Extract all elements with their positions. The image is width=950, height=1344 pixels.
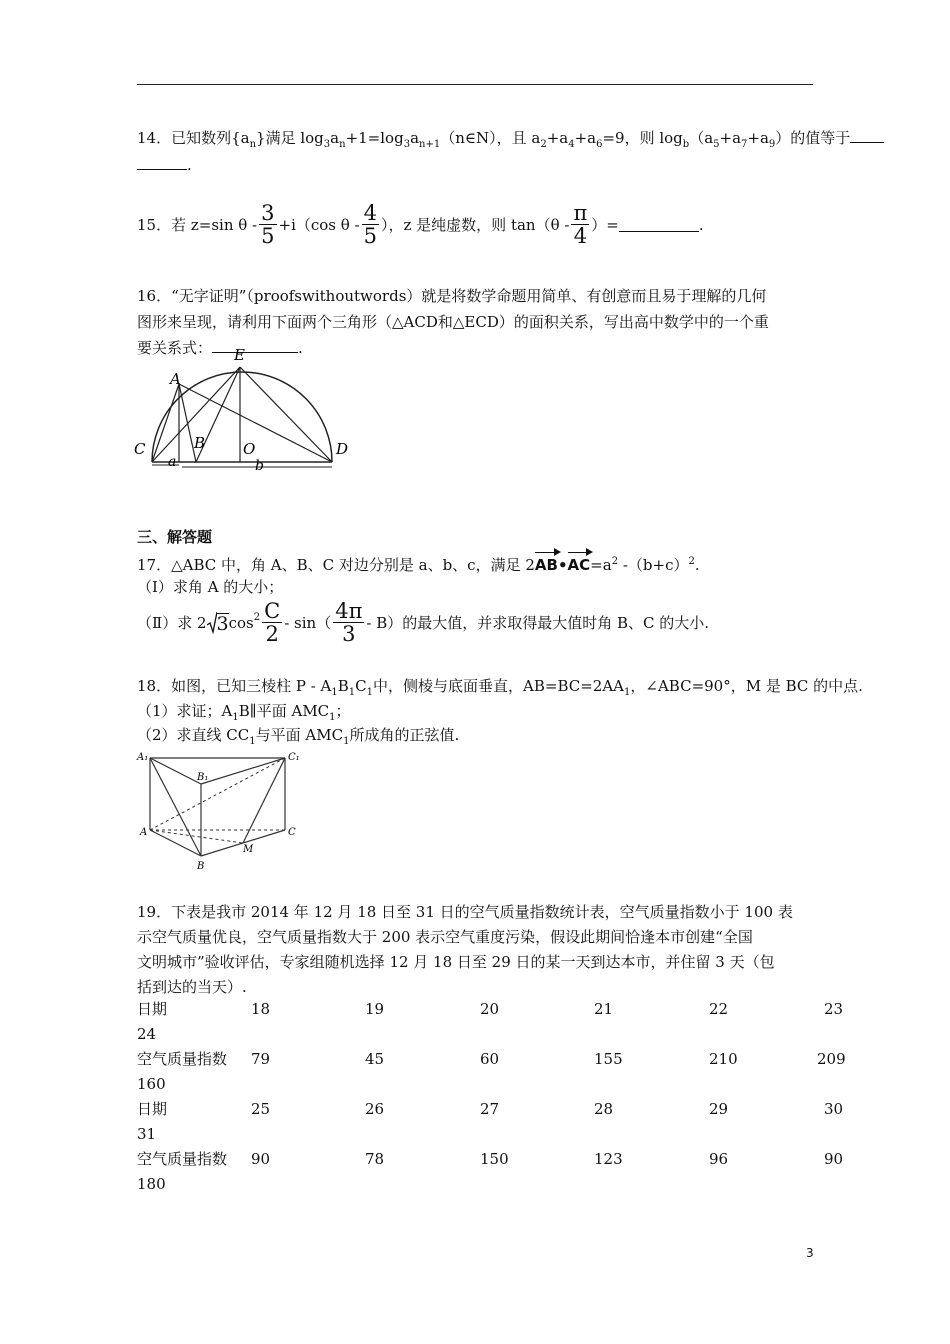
row-label-aqi-2: 空气质量指数 [137,1150,228,1168]
fraction-pi-4: $\frac{\pi}{4}$ [573,201,588,248]
label-B: B [197,861,205,872]
label-O: O [243,440,256,458]
label-C: C [288,827,296,838]
cell-date-2: 26 [365,1100,385,1118]
vector-AC: AC [567,556,591,574]
question-19-line2: 示空气质量优良，空气质量指数大于 200 表示空气重度污染，假设此期间恰逢本市创建“全国 [137,928,753,946]
cell-date-1: 19 [365,1000,385,1018]
row-label-aqi-1: 空气质量指数 [137,1050,228,1068]
answer-blank-15[interactable] [619,217,699,232]
cell-aqi-2: 78 [365,1150,385,1168]
cell-aqi-1: 155 [594,1050,623,1068]
label-E: E [234,346,245,364]
figure-18-prism [135,748,310,878]
cell-date-2: 25 [251,1100,271,1118]
question-16-line3: 要关系式： [137,339,213,357]
cell-aqi-1: 210 [709,1050,738,1068]
question-14: 14．已知数列$\{a_n\}$满足 $\log_3a_n+1=\log_3a_{n+1}(n\in N)$，且 $a_2+a_4+a_6=9$，则 $\log_b(a_5+a_7+a_9)$的值等于 [137,128,884,155]
row-label-date-1: 日期 [137,1000,168,1018]
section-title: 三、解答题 [137,528,213,546]
cell-date-1: 18 [251,1000,271,1018]
label-B: B [194,434,206,452]
question-16-line2: 图形来呈现，请利用下面两个三角形（△ACD和△ECD）的面积关系，写出高中数学中的一个重 [137,313,769,331]
cell-date-2-wrap: 31 [137,1125,157,1143]
cell-date-1-wrap: 24 [137,1025,157,1043]
sqrt-3: 3 [207,612,229,634]
q14-text: 14．已知数列{a [137,129,250,147]
cell-date-2: 30 [824,1100,844,1118]
label-b: b [255,458,264,474]
cell-date-2: 27 [480,1100,500,1118]
label-C: C [134,440,146,458]
cell-aqi-1: 79 [251,1050,271,1068]
fraction-4-5: $\frac{4}{5}$ [363,201,378,248]
vector-AB: AB [534,556,558,574]
cell-aqi-1: 60 [480,1050,500,1068]
cell-aqi-2: 90 [251,1150,271,1168]
question-19-line3: 文明城市”验收评估，专家组随机选择 12 月 18 日至 29 日的某一天到达本市，并住留 3 天（包 [137,953,775,971]
answer-blank-14a[interactable] [850,128,884,143]
label-B1: B₁ [197,772,209,783]
question-18-part2: （2）求直线 $CC_1$与平面 $AMC_1$所成角的正弦值. [137,726,460,747]
cell-aqi-1: 45 [365,1050,385,1068]
cell-aqi-2: 96 [709,1150,729,1168]
label-A1: A₁ [137,752,149,763]
label-a: a [168,454,177,470]
question-19-line1: 19．下表是我市 2014 年 12 月 18 日至 31 日的空气质量指数统计表，空气质量指数小于 100 表 [137,903,793,921]
cell-aqi-2-wrap: 180 [137,1175,166,1193]
question-16-line1: 16．“无字证明”（proofswithoutwords）就是将数学命题用简单、有创意而且易于理解的几何 [137,287,767,305]
row-label-date-2: 日期 [137,1100,168,1118]
cell-date-1: 22 [709,1000,729,1018]
cell-date-2: 28 [594,1100,614,1118]
question-17: 17．△ABC 中，角 A、B、C 对边分别是 a、b、c，满足 $2AB•AC=a^2$ $-(b+c)^2$. [137,556,700,574]
cell-date-1: 21 [594,1000,614,1018]
question-18-part1: （1）求证；$A_1B\parallel$平面 $AMC_1$； [137,702,351,723]
label-A: A [140,827,148,838]
cell-aqi-1-wrap: 160 [137,1075,166,1093]
figure-16-semicircle [130,342,360,477]
fraction-4pi-3: $\frac{4\pi}{3}$ [335,599,363,646]
label-C1: C₁ [288,752,300,763]
fraction-C-2: $\frac{C}{2}$ [264,599,281,646]
cell-date-1: 20 [480,1000,500,1018]
question-19-line4: 括到达的当天）. [137,978,247,996]
label-D: D [336,440,349,458]
cell-date-2: 29 [709,1100,729,1118]
cell-date-1: 23 [824,1000,844,1018]
header-rule [137,84,813,85]
question-18: 18．如图，已知三棱柱 P - $A_1B_1C_1$中，侧棱与底面垂直，$AB=BC=2AA_1$，∠ABC=90°，M 是 BC 的中点. [137,677,863,698]
answer-blank-14b[interactable] [137,155,187,170]
fraction-3-5: $\frac{3}{5}$ [261,201,275,248]
label-M: M [243,844,254,855]
question-17-part2: （Ⅱ）求 2 3 cos $^2$ $\frac{C}{2}$ - sin（ $\frac{4\pi}{3}$ - B）的最大值，并求取得最大值时角 B、C 的大小. [137,599,710,646]
cell-aqi-2: 150 [480,1150,509,1168]
cell-aqi-2: 123 [594,1150,623,1168]
label-A: A [170,370,181,388]
cell-aqi-2: 90 [824,1150,844,1168]
question-15: 15．若 z=sin θ - $\frac{3}{5}$ +i（cos θ - $\frac{4}{5}$ ），z 是纯虚数，则 tan（θ - $\frac{\pi}{4}$ ）= . [137,201,704,248]
cell-aqi-1: 209 [817,1050,846,1068]
page-number: 3 [806,1246,814,1260]
question-17-part1: （Ⅰ）求角 A 的大小； [137,578,284,596]
